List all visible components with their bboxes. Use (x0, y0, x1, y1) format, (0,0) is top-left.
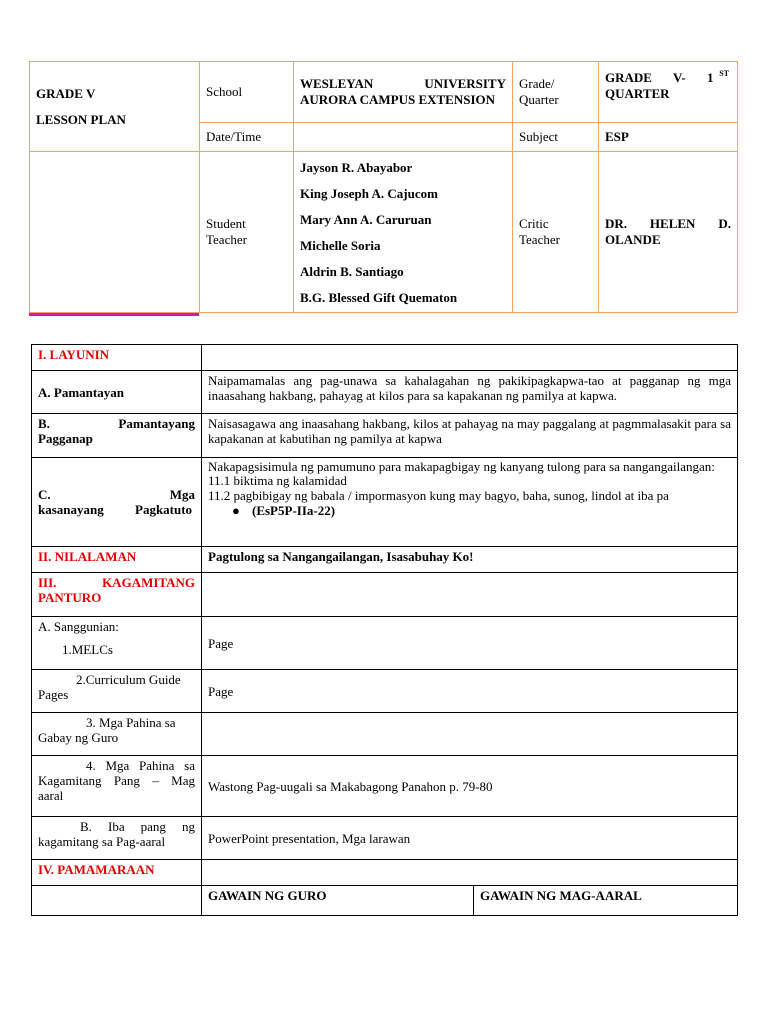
student-teacher-name: B.G. Blessed Gift Quematon (300, 290, 458, 305)
gawain-spacer (32, 886, 202, 916)
layunin-value (202, 345, 738, 371)
iba-label: B. Iba pang ng kagamitang sa Pag-aaral (32, 817, 202, 860)
title-lesson-plan: LESSON PLAN (36, 111, 126, 127)
subject-value: ESP (599, 123, 738, 152)
kagamitang-pang-label: 4. Mga Pahina sa Kagamitang Pang – Mag aaral (32, 756, 202, 817)
gabay-value (202, 713, 738, 756)
student-teacher-name: Michelle Soria (300, 238, 381, 253)
kasanayan-value (202, 458, 738, 547)
nilalaman-value: Pagtulong sa Nangangailangan, Isasabuhay Ko! (202, 547, 738, 573)
curriculum-label: 2.Curriculum Guide Pages (32, 670, 202, 713)
iba-value: PowerPoint presentation, Mga larawan (202, 817, 738, 860)
critic-teacher-value: DR. HELEN D. OLANDE (599, 152, 738, 313)
kasanayan-item-2: 11.2 pagbibigay ng babala / impormasyon kung may bagyo, baha, sunog, lindol at iba pa (208, 488, 669, 503)
kasanayan-item-1: 11.1 biktima ng kalamidad (208, 473, 347, 488)
spacer-cell (30, 152, 200, 313)
lesson-plan-table (31, 344, 738, 916)
sanggunian-label: A. Sanggunian: (38, 619, 119, 634)
layunin-heading: I. LAYUNIN (32, 345, 202, 371)
melcs-value: Page (202, 617, 738, 670)
kasanayan-intro: Nakapagsisimula ng pamumuno para makapagbigay ng kanyang tulong para sa nangangailangan: (208, 459, 715, 474)
pagganap-value: Naisasagawa ang inaasahang hakbang, kilos at pahayag na may paggalang at pagmmalasakit para sa kapakanan at kabutihan ng pamilya at kapwa (202, 414, 738, 458)
critic-teacher-label: Critic Teacher (513, 152, 599, 313)
kasanayan-label: C. Mga kasanayang Pagkatuto (32, 458, 202, 547)
melcs-label: 1.MELCs (62, 642, 113, 657)
student-teacher-name: Mary Ann A. Caruruan (300, 212, 432, 227)
curriculum-value: Page (202, 670, 738, 713)
kagamitang-pang-value: Wastong Pag-uugali sa Makabagong Panahon p. 79-80 (202, 756, 738, 817)
school-label: School (200, 62, 294, 123)
subject-label: Subject (513, 123, 599, 152)
datetime-value (294, 123, 513, 152)
header-table (29, 61, 738, 313)
kasanayan-code: ● (EsP5P-IIa-22) (232, 503, 336, 518)
school-value: WESLEYAN UNIVERSITY AURORA CAMPUS EXTENSION (294, 62, 513, 123)
pagganap-label: B. Pamantayang Pagganap (32, 414, 202, 458)
student-teacher-list (294, 152, 513, 313)
datetime-label: Date/Time (200, 123, 294, 152)
pamantayan-label: A. Pamantayan (32, 371, 202, 414)
grade-quarter-label: Grade/ Quarter (513, 62, 599, 123)
lesson-plan-title (30, 62, 200, 152)
kagamitan-value (202, 573, 738, 617)
student-teacher-label: Student Teacher (200, 152, 294, 313)
grade-quarter-value: GRADE V- 1 ST QUARTER (599, 62, 738, 123)
accent-bar (29, 313, 199, 316)
gabay-label: 3. Mga Pahina sa Gabay ng Guro (32, 713, 202, 756)
gawain-mag-aaral-header: GAWAIN NG MAG-AARAL (474, 886, 738, 916)
sanggunian-cell (32, 617, 202, 670)
student-teacher-name: Aldrin B. Santiago (300, 264, 404, 279)
nilalaman-heading: II. NILALAMAN (32, 547, 202, 573)
kagamitan-heading: III. KAGAMITANG PANTURO (32, 573, 202, 617)
gawain-guro-header: GAWAIN NG GURO (202, 886, 474, 916)
title-grade: GRADE V (36, 85, 96, 101)
bullet-icon: ● (232, 503, 240, 518)
student-teacher-name: King Joseph A. Cajucom (300, 186, 438, 201)
student-teacher-name: Jayson R. Abayabor (300, 160, 413, 175)
pamamaraan-heading: IV. PAMAMARAAN (32, 860, 202, 886)
pamamaraan-value (202, 860, 738, 886)
pamantayan-value: Naipamamalas ang pag-unawa sa kahalagahan ng pakikipagkapwa-tao at pagganap ng mga inaasahang hakbang, pahayag at kilos para sa kapakanan ng pamilya at kapwa. (202, 371, 738, 414)
